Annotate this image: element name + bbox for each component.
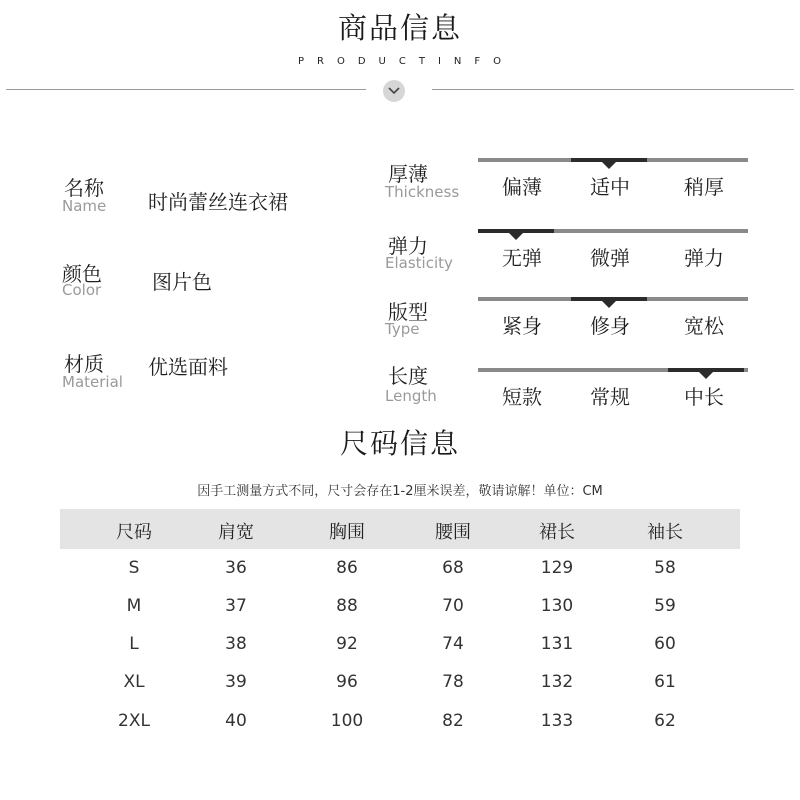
table-header-cell: 袖长 <box>647 522 683 543</box>
attr-option-2-2: 宽松 <box>684 314 724 338</box>
attr-scale-pointer-icon-0 <box>602 162 616 169</box>
attr-label-2: 版型 <box>388 300 428 324</box>
attr-label-0: 厚薄 <box>388 162 428 186</box>
table-cell: 2XL <box>118 711 150 731</box>
table-header-cell: 肩宽 <box>218 522 254 543</box>
info-label-material: 材质 <box>64 352 104 376</box>
table-cell: S <box>128 558 140 578</box>
attr-label-en-0: Thickness <box>385 183 460 201</box>
table-cell: 60 <box>654 634 676 654</box>
table-header-cell: 尺码 <box>116 522 152 543</box>
table-header-cell: 腰围 <box>435 522 471 543</box>
table-cell: 86 <box>336 558 358 578</box>
size-section-title: 尺码信息 <box>339 427 460 460</box>
attr-option-1-2: 弹力 <box>684 246 724 270</box>
table-cell: 96 <box>336 672 358 692</box>
attr-option-0-0: 偏薄 <box>502 175 542 199</box>
table-cell: 100 <box>330 711 364 731</box>
table-cell: 133 <box>540 711 574 731</box>
attr-option-1-0: 无弹 <box>502 246 542 270</box>
table-cell: 39 <box>225 672 247 692</box>
attr-scale-pointer-icon-3 <box>699 372 713 379</box>
attr-label-en-3: Length <box>385 387 437 405</box>
attr-label-en-1: Elasticity <box>385 254 453 272</box>
attr-label-1: 弹力 <box>388 234 428 258</box>
table-cell: 61 <box>654 672 676 692</box>
info-label-name: 名称 <box>64 176 104 200</box>
table-cell: 129 <box>540 558 574 578</box>
table-header-cell: 胸围 <box>329 522 365 543</box>
size-note: 因手工测量方式不同，尺寸会存在1-2厘米误差，敬请谅解！单位：CM <box>197 484 603 499</box>
attr-option-2-1: 修身 <box>590 314 630 338</box>
attr-option-1-1: 微弹 <box>590 246 630 270</box>
table-cell: 78 <box>442 672 464 692</box>
attr-scale-pointer-icon-1 <box>509 233 523 240</box>
info-label-color-en: Color <box>62 281 102 299</box>
info-value-material: 优选面料 <box>148 355 228 379</box>
attr-option-0-2: 稍厚 <box>684 175 724 199</box>
attr-option-3-1: 常规 <box>590 385 630 409</box>
table-header-cell: 裙长 <box>539 522 575 543</box>
table-cell: 38 <box>225 634 247 654</box>
table-cell: 82 <box>442 711 464 731</box>
table-cell: 59 <box>654 596 676 616</box>
attr-scale-pointer-icon-2 <box>602 301 616 308</box>
info-value-color: 图片色 <box>152 270 212 294</box>
table-cell: M <box>126 596 142 616</box>
attr-label-en-2: Type <box>385 320 420 338</box>
attr-option-0-1: 适中 <box>590 175 630 199</box>
table-cell: 68 <box>442 558 464 578</box>
table-cell: 88 <box>336 596 358 616</box>
table-cell: L <box>129 634 139 654</box>
attr-option-2-0: 紧身 <box>502 314 542 338</box>
table-cell: 62 <box>654 711 676 731</box>
table-cell: 130 <box>540 596 574 616</box>
table-cell: 74 <box>442 634 464 654</box>
table-cell: XL <box>123 672 145 692</box>
page-subtitle: PRODUCTINFO <box>297 56 514 67</box>
info-label-material-en: Material <box>62 373 123 391</box>
table-cell: 92 <box>336 634 358 654</box>
table-cell: 70 <box>442 596 464 616</box>
table-cell: 131 <box>540 634 574 654</box>
info-label-name-en: Name <box>62 197 107 215</box>
table-cell: 36 <box>225 558 247 578</box>
attr-option-3-2: 中长 <box>684 385 724 409</box>
table-cell: 58 <box>654 558 676 578</box>
info-label-color: 颜色 <box>62 262 102 286</box>
attr-label-3: 长度 <box>388 364 428 388</box>
divider-left <box>6 89 366 90</box>
table-cell: 40 <box>225 711 247 731</box>
attr-option-3-0: 短款 <box>502 385 542 409</box>
table-cell: 132 <box>540 672 574 692</box>
chevron-down-icon <box>383 80 405 102</box>
table-cell: 37 <box>225 596 247 616</box>
page-title: 商品信息 <box>337 11 462 45</box>
info-value-name: 时尚蕾丝连衣裙 <box>148 190 288 214</box>
divider-right <box>432 89 794 90</box>
